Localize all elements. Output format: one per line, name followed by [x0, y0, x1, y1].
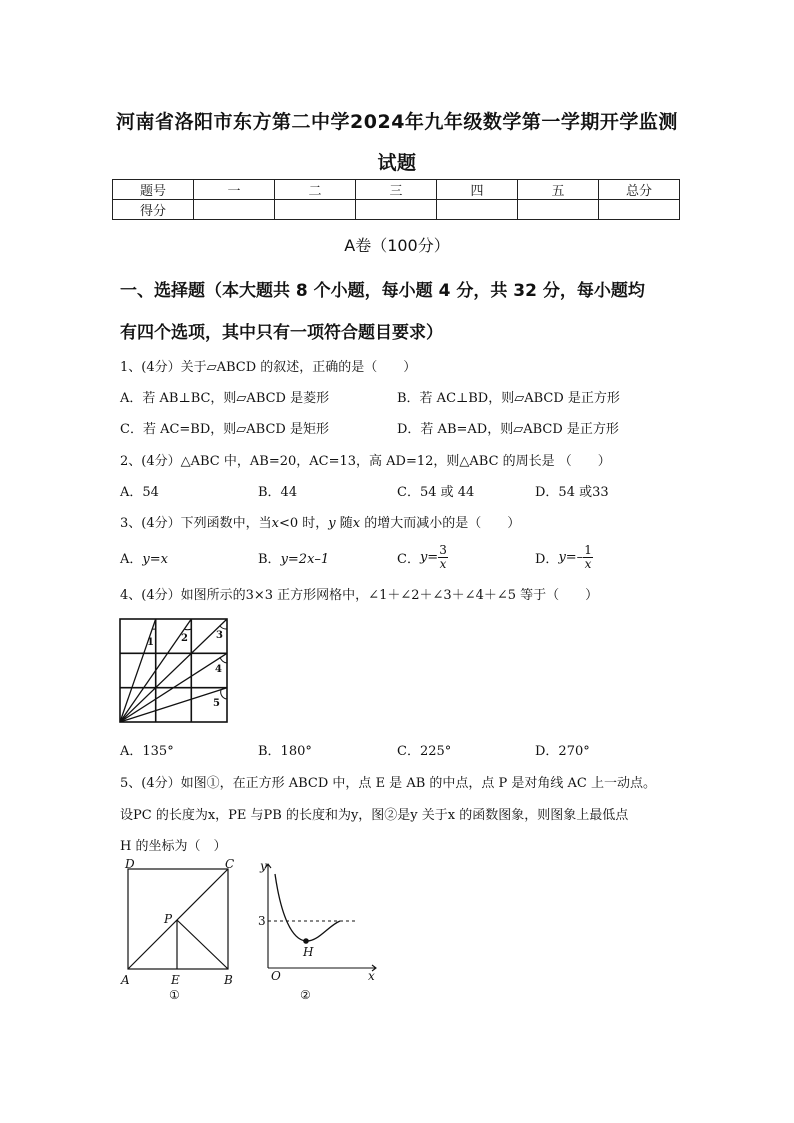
- axes: [265, 864, 376, 971]
- option-expr: y=–: [558, 549, 584, 565]
- q3-text: <0 时，: [278, 516, 329, 531]
- question-4-option-c[interactable]: C．225°: [397, 744, 452, 759]
- point-label-p: P: [164, 912, 173, 926]
- question-1-stem: 1、(4分）关于▱ABCD 的叙述，正确的是（ ）: [120, 360, 417, 375]
- question-2-option-a[interactable]: A．54: [120, 485, 159, 500]
- question-2-stem: 2、(4分）△ABC 中，AB=20，AC=13，高 AD=12，则△ABC 的周长是 （ ）: [120, 454, 611, 469]
- page-title: 河南省洛阳市东方第二中学2024年九年级数学第一学期开学监测: [116, 111, 678, 133]
- origin-label: O: [271, 969, 281, 983]
- question-4-option-a[interactable]: A．135°: [120, 744, 174, 759]
- question-4-option-d[interactable]: D．270°: [535, 744, 590, 759]
- question-3-option-a[interactable]: [120, 548, 168, 567]
- question-1-option-d[interactable]: D．若 AB=AD，则▱ABCD 是正方形: [397, 422, 619, 437]
- table-cell: 得分: [113, 200, 194, 220]
- option-expr: y=2x–1: [280, 552, 330, 567]
- option-label: B．: [258, 552, 281, 567]
- table-cell[interactable]: [437, 200, 518, 220]
- q3-var-y: y: [328, 516, 336, 531]
- angle-label-3: 3: [216, 630, 223, 641]
- fraction: [583, 544, 593, 571]
- table-row: [113, 200, 680, 220]
- denominator: x: [584, 556, 592, 571]
- grid-figure: [118, 617, 230, 725]
- lowest-point-h: [303, 938, 309, 944]
- point-label-a: A: [121, 973, 130, 987]
- table-cell: 五: [518, 180, 599, 200]
- axis-label-y: y: [260, 859, 267, 873]
- table-cell[interactable]: [356, 200, 437, 220]
- point-label-d: D: [125, 857, 135, 871]
- score-table: [112, 179, 680, 220]
- question-5-stem-line2: 设PC 的长度为x，PE 与PB 的长度和为y，图②是y 关于x 的函数图象，则图象上最低点: [120, 808, 629, 823]
- denominator: x: [439, 556, 447, 571]
- point-label-h: H: [303, 945, 314, 959]
- point-label-b: B: [224, 973, 233, 987]
- option-label: C．: [397, 551, 420, 567]
- q3-text: 3、(4分）下列函数中，当: [120, 516, 272, 531]
- question-5-stem-line3: H 的坐标为（ ）: [120, 839, 227, 854]
- angle-label-5: 5: [213, 698, 220, 709]
- option-label: A．: [120, 552, 143, 567]
- question-2-option-c[interactable]: C．54 或 44: [397, 485, 475, 500]
- question-5-stem: 5、(4分）如图①，在正方形 ABCD 中，点 E 是 AB 的中点，点 P 是对角线 AC 上一动点。: [120, 776, 657, 791]
- point-label-c: C: [225, 857, 235, 871]
- section-heading: 一、选择题（本大题共 8 个小题，每小题 4 分，共 32 分，每小题均: [120, 281, 645, 301]
- table-row: [113, 180, 680, 200]
- question-4-stem: 4、(4分）如图所示的3×3 正方形网格中，∠1＋∠2＋∠3＋∠4＋∠5 等于（ ）: [120, 588, 599, 603]
- q3-text: 的增大而减小的是（ ）: [360, 516, 521, 531]
- figure-2-graph: [254, 856, 384, 1006]
- question-3-option-d[interactable]: [535, 538, 593, 576]
- question-1-option-b[interactable]: B．若 AC⊥BD，则▱ABCD 是正方形: [397, 391, 620, 406]
- table-cell: 三: [356, 180, 437, 200]
- option-expr: y=x: [142, 552, 168, 567]
- question-3-option-c[interactable]: [397, 538, 448, 576]
- point-label-e: E: [171, 973, 180, 987]
- table-cell: 二: [275, 180, 356, 200]
- question-2-option-d[interactable]: D．54 或33: [535, 485, 609, 500]
- question-3-option-b[interactable]: [258, 548, 329, 567]
- angle-rays: [120, 619, 227, 722]
- paper-a-heading: A卷（100分）: [344, 236, 450, 255]
- angle-label-1: 1: [147, 637, 154, 648]
- table-cell[interactable]: [275, 200, 356, 220]
- q3-var-x: x: [271, 516, 279, 531]
- table-cell[interactable]: [194, 200, 275, 220]
- figure-1-square: [116, 856, 246, 1006]
- question-4-option-b[interactable]: B．180°: [258, 744, 312, 759]
- angle-label-4: 4: [215, 664, 222, 675]
- question-1-option-a[interactable]: A．若 AB⊥BC，则▱ABCD 是菱形: [120, 391, 330, 406]
- fraction: [438, 544, 448, 571]
- section-heading-line2: 有四个选项，其中只有一项符合题目要求）: [120, 323, 443, 343]
- square-lines: [128, 869, 228, 969]
- numerator: 1: [584, 542, 592, 557]
- option-expr: y=: [419, 549, 439, 565]
- numerator: 3: [439, 542, 447, 557]
- angle-label-2: 2: [181, 633, 188, 644]
- q3-text: 随: [335, 516, 353, 531]
- option-label: D．: [535, 551, 559, 567]
- question-3-stem: [120, 512, 520, 531]
- axis-label-x: x: [368, 969, 375, 983]
- table-cell[interactable]: [599, 200, 680, 220]
- figure-2-caption: ②: [300, 988, 311, 1002]
- function-curve: [275, 874, 340, 941]
- table-cell[interactable]: [518, 200, 599, 220]
- table-cell: 总分: [599, 180, 680, 200]
- figure-1-caption: ①: [169, 988, 180, 1002]
- page-title-line2: 试题: [377, 152, 417, 174]
- table-cell: 一: [194, 180, 275, 200]
- table-cell: 题号: [113, 180, 194, 200]
- axis-tick-3: 3: [258, 914, 266, 928]
- q3-var-x: x: [352, 516, 361, 531]
- question-1-option-c[interactable]: C．若 AC=BD，则▱ABCD 是矩形: [120, 422, 329, 437]
- table-cell: 四: [437, 180, 518, 200]
- question-2-option-b[interactable]: B．44: [258, 485, 298, 500]
